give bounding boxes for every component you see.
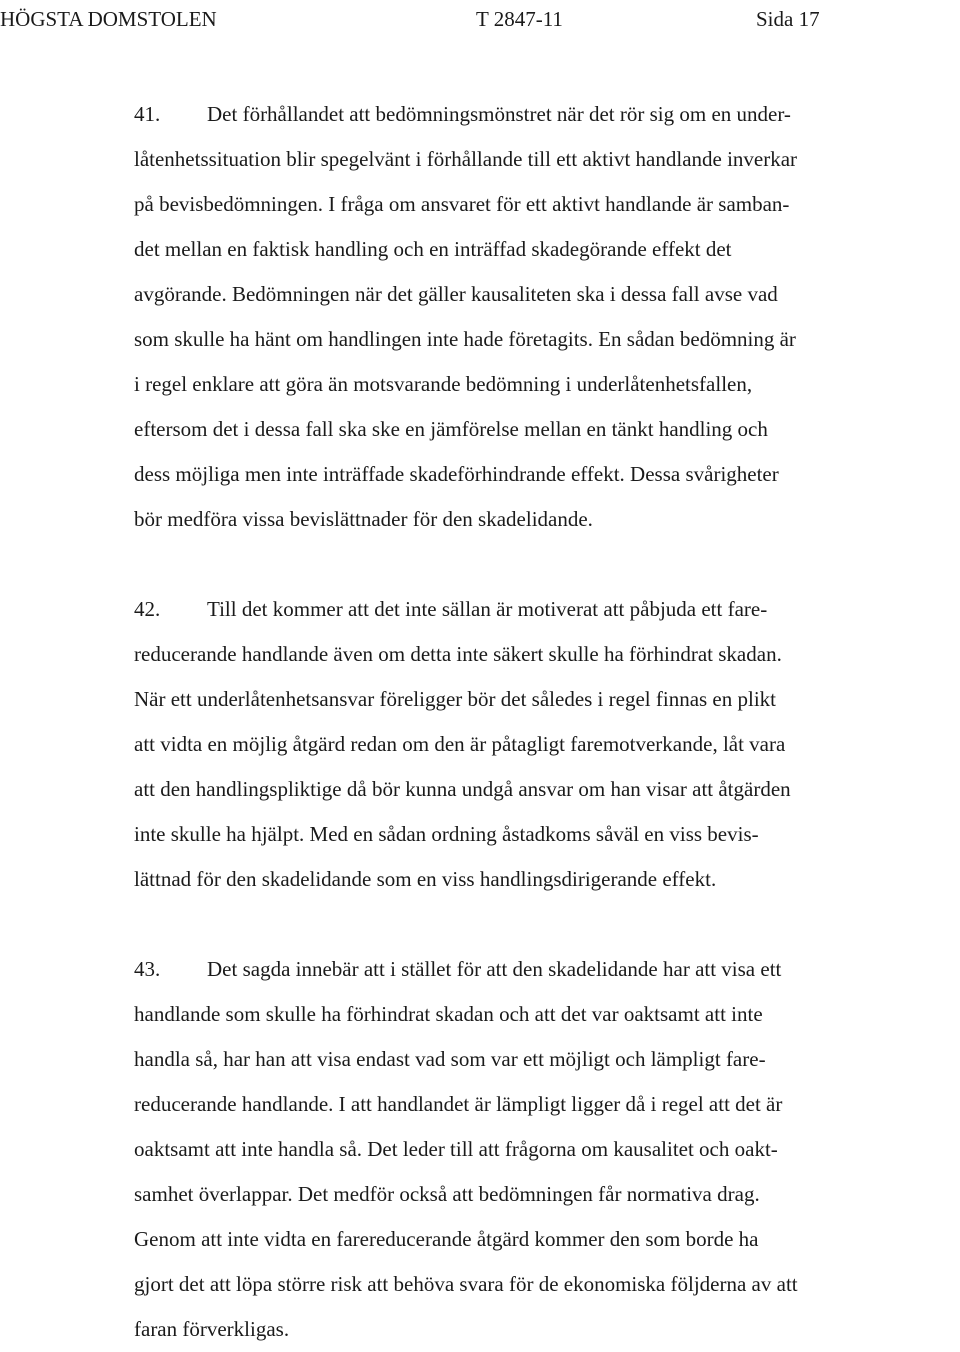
paragraph-line: handla så, har han att visa endast vad som var ett möjligt och lämpligt fare- xyxy=(134,1047,766,1071)
paragraph-line: dess möjliga men inte inträffade skadeförhindrande effekt. Dessa svårigheter xyxy=(134,462,779,486)
paragraph-line xyxy=(134,587,934,632)
paragraph-line: lättnad för den skadelidande som en viss handlingsdirigerande effekt. xyxy=(134,867,717,891)
paragraph-line: reducerande handlande. I att handlandet är lämpligt ligger då i regel att det är xyxy=(134,1092,783,1116)
paragraph-number: 41. xyxy=(134,102,161,126)
page-number: Sida 17 xyxy=(756,7,820,31)
paragraph-43 xyxy=(134,947,934,1352)
paragraph-line: faran förverkligas. xyxy=(134,1317,290,1341)
paragraph-line: samhet överlappar. Det medför också att bedömningen får normativa drag. xyxy=(134,1182,760,1206)
paragraph-line: att den handlingspliktige då bör kunna undgå ansvar om han visar att åtgärden xyxy=(134,777,791,801)
paragraph-line: bör medföra vissa bevislättnader för den skadelidande. xyxy=(134,507,593,531)
paragraph-line: gjort det att löpa större risk att behöva svara för de ekonomiska följderna av att xyxy=(134,1272,798,1296)
line-text: Det förhållandet att bedömningsmönstret när det rör sig om en under- xyxy=(207,102,791,126)
court-name: HÖGSTA DOMSTOLEN xyxy=(0,7,217,31)
paragraph-line: När ett underlåtenhetsansvar föreligger bör det således i regel finnas en plikt xyxy=(134,687,777,711)
paragraph-line: det mellan en faktisk handling och en inträffad skadegörande effekt det xyxy=(134,237,732,261)
line-text: Det sagda innebär att i stället för att den skadelidande har att visa ett xyxy=(207,957,782,981)
line-text: Till det kommer att det inte sällan är motiverat att påbjuda ett fare- xyxy=(207,597,768,621)
paragraph-line xyxy=(134,947,934,992)
paragraph-line: handlande som skulle ha förhindrat skadan och att det var oaktsamt att inte xyxy=(134,1002,763,1026)
paragraph-41 xyxy=(134,92,934,542)
paragraph-line: på bevisbedömningen. I fråga om ansvaret för ett aktivt handlande är samban- xyxy=(134,192,790,216)
paragraph-line: att vidta en möjlig åtgärd redan om den är påtagligt faremotverkande, låt vara xyxy=(134,732,786,756)
page-header xyxy=(0,4,960,34)
paragraph-line: i regel enklare att göra än motsvarande bedömning i underlåtenhetsfallen, xyxy=(134,372,753,396)
paragraph-line: inte skulle ha hjälpt. Med en sådan ordning åstadkoms såväl en viss bevis- xyxy=(134,822,759,846)
paragraph-line: Genom att inte vidta en farereducerande åtgärd kommer den som borde ha xyxy=(134,1227,759,1251)
paragraph-42 xyxy=(134,587,934,902)
paragraph-line: eftersom det i dessa fall ska ske en jämförelse mellan en tänkt handling och xyxy=(134,417,768,441)
paragraph-line: avgörande. Bedömningen när det gäller kausaliteten ska i dessa fall avse vad xyxy=(134,282,778,306)
paragraph-line: reducerande handlande även om detta inte säkert skulle ha förhindrat skadan. xyxy=(134,642,782,666)
paragraph-line: som skulle ha hänt om handlingen inte hade företagits. En sådan bedömning är xyxy=(134,327,796,351)
paragraph-number: 42. xyxy=(134,597,161,621)
paragraph-line: låtenhetssituation blir spegelvänt i förhållande till ett aktivt handlande inverkar xyxy=(134,147,798,171)
case-number: T 2847-11 xyxy=(476,7,563,31)
paragraph-number: 43. xyxy=(134,957,161,981)
paragraph-line: oaktsamt att inte handla så. Det leder till att frågorna om kausalitet och oakt- xyxy=(134,1137,778,1161)
paragraph-line xyxy=(134,92,934,137)
